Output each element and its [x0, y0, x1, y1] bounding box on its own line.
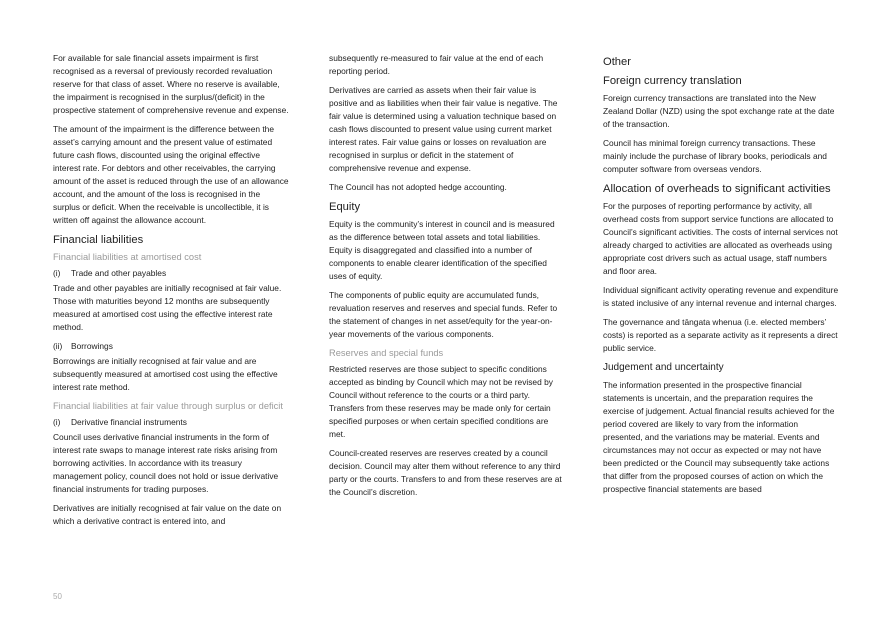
- column-3: [603, 50, 839, 502]
- heading-judgement: Judgement and uncertainty: [603, 362, 724, 373]
- heading-overheads: Allocation of overheads to significant activities: [603, 183, 831, 195]
- paragraph: Equity is the community’s interest in council and is measured as the difference between total assets and total liabilities. Equity is disaggregated and classified into a number of components to enable clearer identification of the specified uses of equity.: [329, 219, 555, 281]
- paragraph: Trade and other payables are initially recognised at fair value. Those with maturities beyond 12 months are subsequently measured at amortised cost using the effective interest rate method.: [53, 283, 282, 332]
- paragraph: Restricted reserves are those subject to specific conditions accepted as binding by Council which may not be revised by Council without reference to the courts or a third party. Transfers from these reserves may be made only for certain specified purposes or when certain specified conditions are met.: [329, 364, 553, 439]
- column-1: [53, 52, 289, 534]
- paragraph: The amount of the impairment is the difference between the asset’s carrying amount and the present value of estimated future cash flows, discounted using the original effective interest rate. For debtors and other receivables, the carrying amount of the asset is reduced through the use of an allowance account, and the amount of the loss is recognised in the surplus or deficit. When the receivable is uncollectible, it is written off against the allowance account.: [53, 124, 289, 225]
- paragraph: Foreign currency transactions are translated into the New Zealand Dollar (NZD) using the spot exchange rate at the date of the transaction.: [603, 93, 835, 129]
- subheading-fair-value: Financial liabilities at fair value through surplus or deficit: [53, 401, 283, 411]
- paragraph: The Council has not adopted hedge accounting.: [329, 182, 507, 192]
- list-item-derivatives: [53, 416, 289, 429]
- list-label: Trade and other payables: [71, 268, 167, 278]
- list-label: Borrowings: [71, 341, 113, 351]
- subheading-reserves: Reserves and special funds: [329, 348, 444, 358]
- paragraph: The governance and tāngata whenua (i.e. elected members’ costs) is reported as a separate activity as it represents a direct public service.: [603, 317, 838, 353]
- paragraph: subsequently re-measured to fair value at the end of each reporting period.: [329, 53, 544, 76]
- heading-equity: Equity: [329, 201, 361, 213]
- list-item-borrowings: [53, 340, 289, 353]
- page-number: 50: [53, 592, 62, 601]
- heading-foreign-currency: Foreign currency translation: [603, 75, 742, 87]
- heading-other: Other: [603, 56, 631, 68]
- paragraph: Individual significant activity operating revenue and expenditure is stated inclusive of any internal revenue and internal charges.: [603, 285, 839, 308]
- paragraph: Borrowings are initially recognised at fair value and are subsequently measured at amortised cost using the effective interest rate method.: [53, 356, 278, 392]
- list-number: (ii): [53, 341, 63, 351]
- paragraph: For the purposes of reporting performance by activity, all overhead costs from support service functions are allocated to Council’s significant activities. The costs of internal services not already charged to activities are allocated as overheads using appropriate cost drivers such as actual usage, staff numbers and floor area.: [603, 201, 838, 276]
- paragraph: Derivatives are carried as assets when their fair value is positive and as liabilities when their fair value is negative. The fair value is determined using a valuation technique based on cash flows discounted to present value using current market interest rates. Fair value gains or losses on revaluation are recognised in surplus or deficit in the statement of comprehensive revenue and expense.: [329, 85, 558, 173]
- list-item-trade-payables: [53, 267, 289, 280]
- paragraph: The components of public equity are accumulated funds, revaluation reserves and reserves and special funds. Refer to the statement of changes in net asset/equity for the year-on-year movements of the various components.: [329, 290, 558, 339]
- heading-financial-liabilities: Financial liabilities: [53, 234, 144, 246]
- column-2: [329, 52, 565, 505]
- paragraph: Council uses derivative financial instruments in the form of interest rate swaps to manage interest rate risks arising from borrowing activities. In accordance with its treasury management policy, council does not hold or issue derivative financial instruments for trading purposes.: [53, 432, 279, 494]
- paragraph: The information presented in the prospective financial statements is uncertain, and the preparation requires the exercise of judgement. Actual financial results achieved for the period covered are likely to vary from the information presented, and the variations may be material. Events and circumstances may not occur as expected or may not have been predicted or the Council may subsequently take actions that differ from the proposed courses of action on which the prospective financial statements are based: [603, 380, 835, 494]
- paragraph: Council-created reserves are reserves created by a council decision. Council may alter them without reference to any third party or the courts. Transfers to and from these reserves are at the Council’s discretion.: [329, 448, 562, 497]
- paragraph: Derivatives are initially recognised at fair value on the date on which a derivative contract is entered into, and: [53, 503, 282, 526]
- list-number: (i): [53, 268, 61, 278]
- list-number: (i): [53, 417, 61, 427]
- subheading-amortised-cost: Financial liabilities at amortised cost: [53, 252, 202, 262]
- list-label: Derivative financial instruments: [71, 417, 187, 427]
- paragraph: Council has minimal foreign currency transactions. These mainly include the purchase of library books, periodicals and computer software from overseas vendors.: [603, 138, 827, 174]
- paragraph: For available for sale financial assets impairment is first recognised as a reversal of previously recorded revaluation reserve for that class of asset. Where no reserve is available, the impairment is recognised in the surplus/(deficit) in the prospective statement of comprehensive revenue and expense.: [53, 53, 289, 115]
